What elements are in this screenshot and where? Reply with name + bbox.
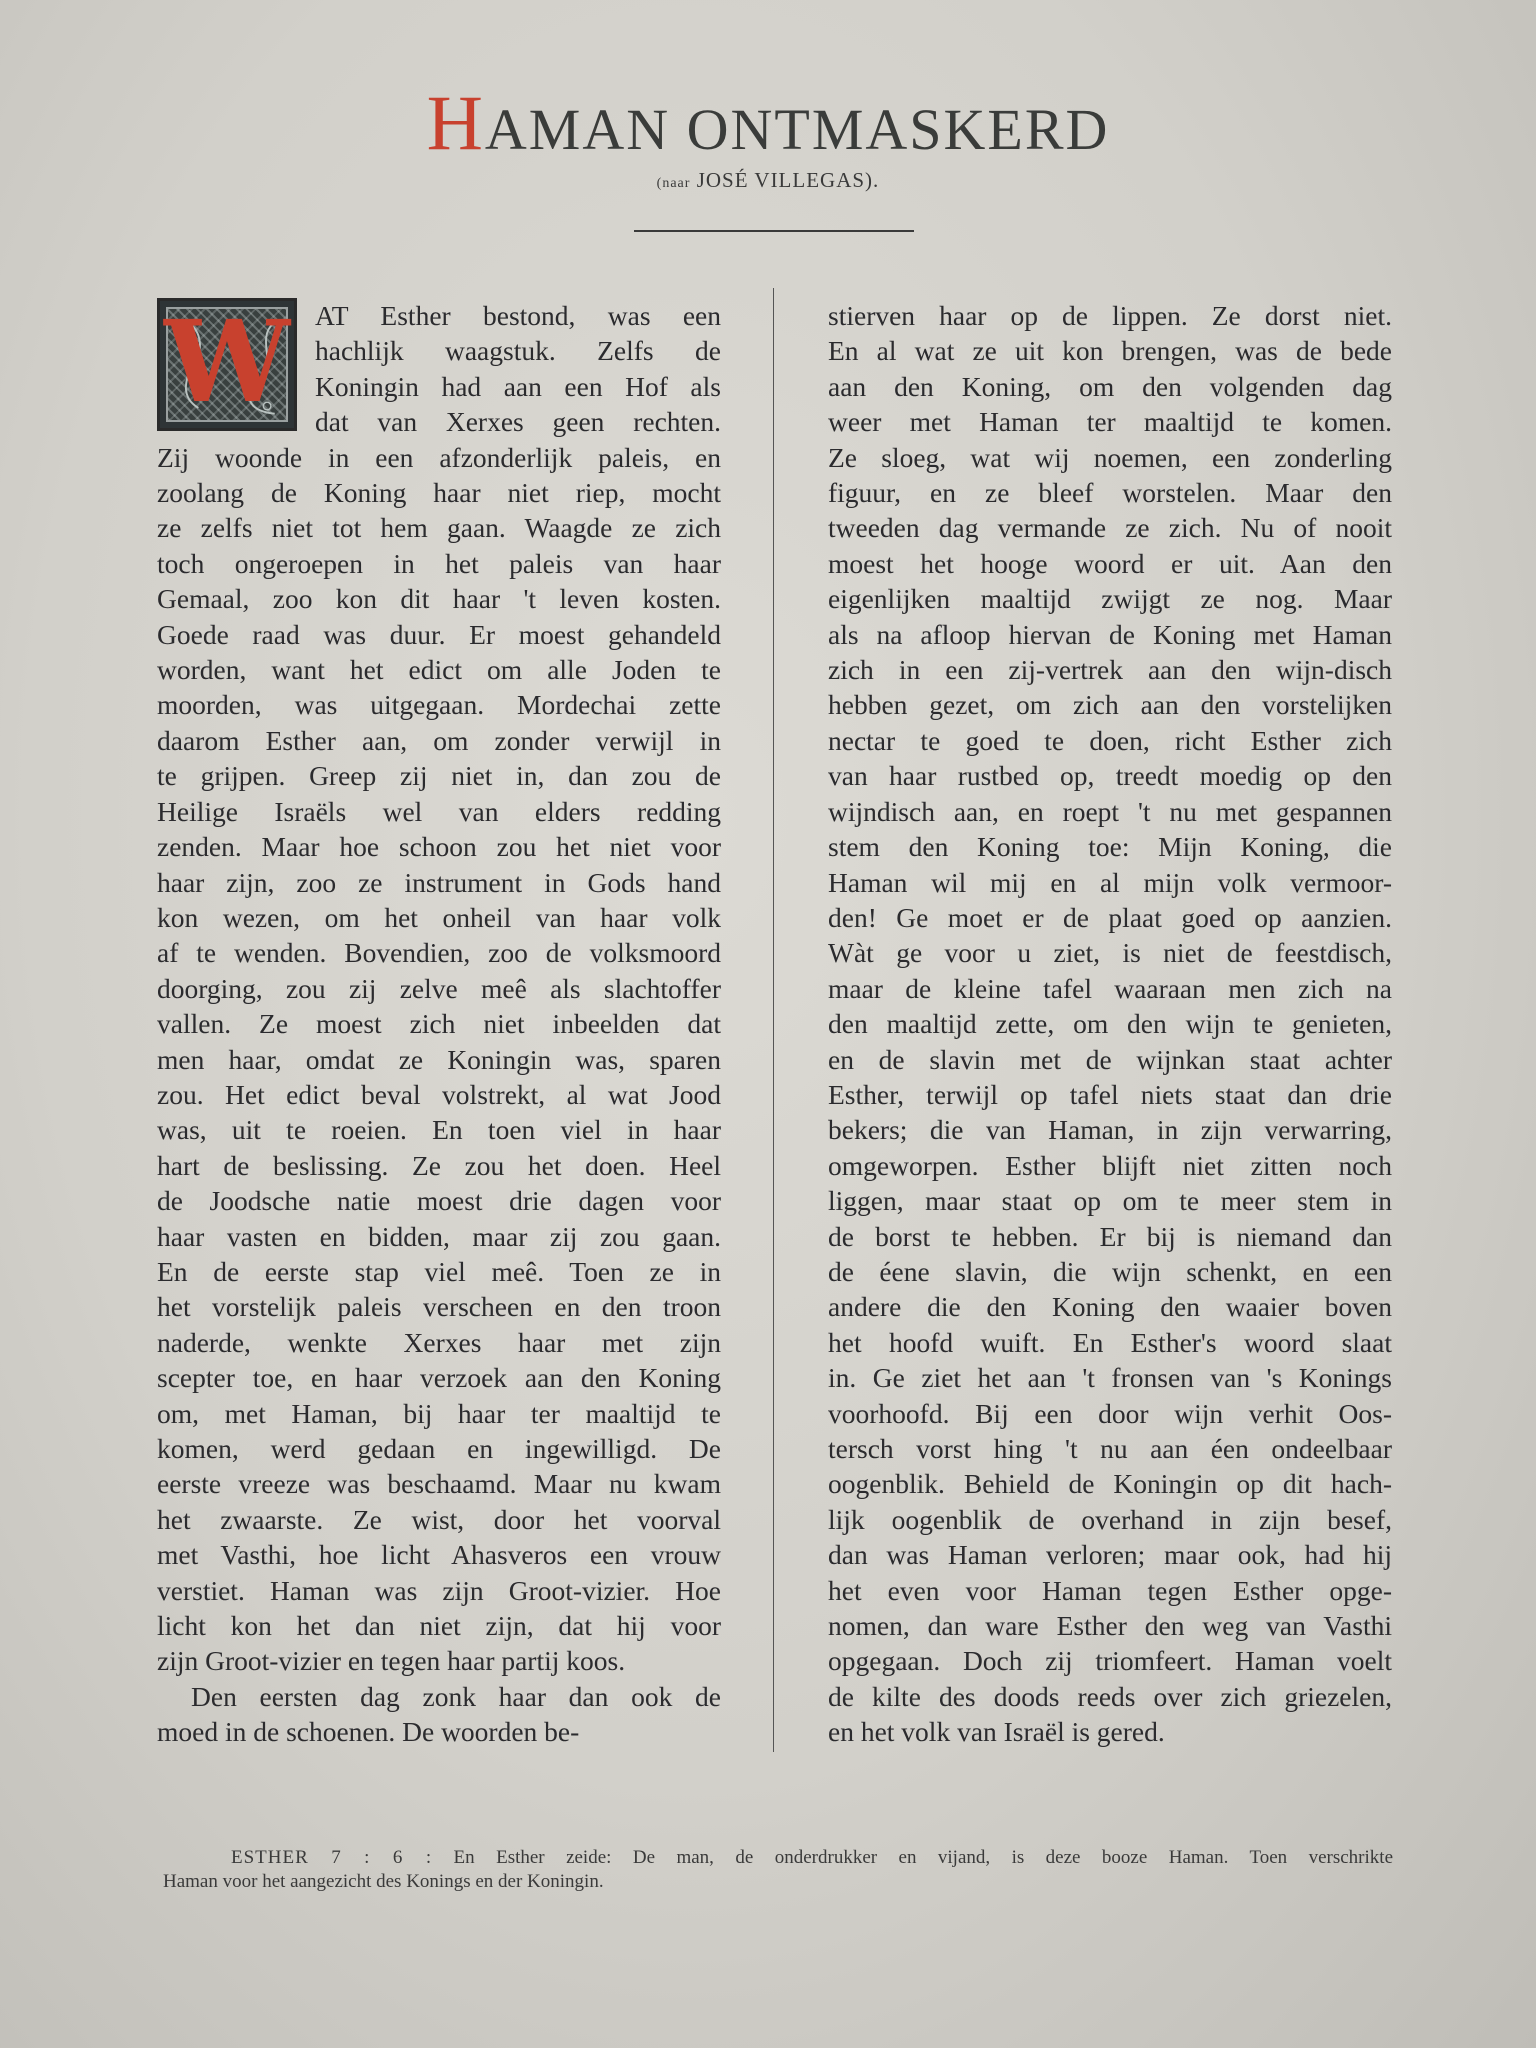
text-line: daarom Esther aan, om zonder verwijl in: [157, 724, 721, 756]
subtitle-prefix: (naar: [656, 176, 691, 191]
footnote-reference: ESTHER 7 : 6 :: [231, 1847, 433, 1868]
text-line: de kilte des doods reeds over zich griezelen,: [828, 1680, 1392, 1712]
text-line: doorging, zou zij zelve meê als slachtoffer: [157, 972, 721, 1004]
text-line: in. Ge ziet het aan 't fronsen van 's Konings: [828, 1362, 1392, 1394]
text-line: verstiet. Haman was zijn Groot-vizier. Hoe: [157, 1574, 721, 1606]
text-line: Esther, terwijl op tafel niets staat dan drie: [828, 1078, 1392, 1110]
footnote-line: [163, 1846, 1393, 1870]
dropcap-ornament: [157, 298, 297, 431]
text-line: eigenlijken maaltijd zwijgt ze nog. Maar: [828, 583, 1392, 615]
footnote-text-1: En Esther zeide: De man, de onderdrukker en vijand, is deze booze Haman. Toen verschrikte: [453, 1847, 1393, 1868]
text-line: licht kon het dan niet zijn, dat hij voor: [157, 1610, 721, 1642]
text-line: nectar te goed te doen, richt Esther zich: [828, 724, 1392, 756]
text-line: omgeworpen. Esther blijft niet zitten noch: [828, 1149, 1392, 1181]
text-line: vallen. Ze moest zich niet inbeelden dat: [157, 1008, 721, 1040]
text-line: bekers; die van Haman, in zijn verwarring,: [828, 1114, 1392, 1146]
text-line: zijn Groot-vizier en tegen haar partij koos.: [157, 1645, 626, 1677]
text-line: en de slavin met de wijnkan staat achter: [828, 1043, 1392, 1075]
text-line: stierven haar op de lippen. Ze dorst niet.: [828, 300, 1392, 331]
text-line: tweeden dag vermande ze zich. Nu of nooit: [828, 512, 1392, 544]
title-initial: H: [426, 79, 485, 166]
text-line: moed in de schoenen. De woorden be-: [157, 1716, 580, 1748]
text-line: stem den Koning toe: Mijn Koning, die: [828, 831, 1392, 863]
text-column-right: [828, 298, 1392, 1750]
text-line: En de eerste stap viel meê. Toen ze in: [157, 1255, 721, 1287]
text-line: Wàt ge voor u ziet, is niet de feestdisch,: [828, 937, 1392, 969]
text-line: opgegaan. Doch zij triomfeert. Haman voelt: [828, 1645, 1392, 1677]
text-line: wijndisch aan, en roept 't nu met gespannen: [828, 795, 1392, 827]
text-line: den! Ge moet er de plaat goed op aanzien.: [828, 901, 1392, 933]
text-line: zich in een zij-vertrek aan den wijn-disch: [828, 654, 1392, 686]
title-rest: AMAN ONTMASKERD: [484, 97, 1110, 162]
text-line: den maaltijd zette, om den wijn te genieten,: [828, 1008, 1392, 1040]
text-line: weer met Haman ter maaltijd te komen.: [828, 406, 1392, 438]
text-line: oogenblik. Behield de Koningin op dit hach-: [828, 1468, 1392, 1500]
text-line: Gemaal, zoo kon dit haar 't leven kosten.: [157, 583, 721, 615]
text-line: haar zijn, zoo ze instrument in Gods hand: [157, 866, 721, 898]
text-line: Den eersten dag zonk haar dan ook de: [191, 1680, 721, 1712]
text-line: Heilige Israëls wel van elders redding: [157, 795, 721, 827]
text-line: dan was Haman verloren; maar ook, had hij: [828, 1539, 1392, 1571]
text-line: het zwaarste. Ze wist, door het voorval: [157, 1503, 721, 1535]
text-line: het hoofd wuift. En Esther's woord slaat: [828, 1326, 1392, 1358]
page-subtitle: [0, 168, 1536, 193]
text-line: met Vasthi, hoe licht Ahasveros een vrouw: [157, 1539, 721, 1571]
text-line: hart de beslissing. Ze zou het doen. Heel: [157, 1149, 721, 1181]
footnote-line: Haman voor het aangezicht des Konings en der Koningin.: [163, 1871, 604, 1892]
subtitle-artist: JOSÉ VILLEGAS).: [696, 168, 880, 192]
text-line: zou. Het edict beval volstrekt, al wat Jood: [157, 1078, 721, 1110]
text-line: eerste vreeze was beschaamd. Maar nu kwam: [157, 1468, 721, 1500]
text-line: hebben gezet, om zich aan den vorstelijken: [828, 689, 1392, 721]
text-line: toch ongeroepen in het paleis van haar: [157, 547, 721, 579]
text-line: komen, werd gedaan en ingewilligd. De: [157, 1433, 721, 1464]
text-line: het even voor Haman tegen Esther opge-: [828, 1574, 1392, 1606]
page-title: [0, 78, 1536, 168]
text-line: liggen, maar staat op om te meer stem in: [828, 1185, 1392, 1217]
text-line: Ze sloeg, wat wij noemen, een zonderling: [828, 441, 1392, 473]
column-divider: [773, 288, 774, 1752]
text-line: tersch vorst hing 't nu aan éen ondeelbaar: [828, 1433, 1392, 1464]
text-line: ze zelfs niet tot hem gaan. Waagde ze zich: [157, 512, 721, 544]
text-line: was, uit te roeien. En toen viel in haar: [157, 1114, 721, 1146]
text-line: kon wezen, om het onheil van haar volk: [157, 901, 721, 933]
text-line: de Joodsche natie moest drie dagen voor: [157, 1185, 721, 1217]
footnote: [163, 1846, 1393, 1894]
text-line: het vorstelijk paleis verscheen en den troon: [157, 1291, 721, 1323]
text-line: AT Esther bestond, was een: [315, 300, 721, 331]
text-line: als na afloop hiervan de Koning met Haman: [828, 618, 1392, 650]
text-line: naderde, wenkte Xerxes haar met zijn: [157, 1326, 721, 1358]
text-line: Goede raad was duur. Er moest gehandeld: [157, 618, 721, 650]
text-line: dat van Xerxes geen rechten.: [315, 406, 721, 438]
text-line: van haar rustbed op, treedt moedig op den: [828, 760, 1392, 792]
text-line: figuur, en ze bleef worstelen. Maar den: [828, 477, 1392, 509]
text-line: lijk oogenblik de overhand in zijn besef,: [828, 1503, 1392, 1535]
dropcap-letter: W: [164, 297, 290, 428]
text-line: Koningin had aan een Hof als: [315, 370, 721, 402]
text-line: moest het hooge woord er uit. Aan den: [828, 547, 1392, 579]
title-rule: [634, 230, 914, 232]
text-column-left: [157, 298, 721, 1750]
text-line: de borst te hebben. Er bij is niemand dan: [828, 1220, 1392, 1252]
text-line: En al wat ze uit kon brengen, was de bede: [828, 335, 1392, 367]
text-line: maar de kleine tafel waaraan men zich na: [828, 972, 1392, 1004]
text-line: andere die den Koning den waaier boven: [828, 1291, 1392, 1323]
text-line: scepter toe, en haar verzoek aan den Koning: [157, 1362, 721, 1394]
text-line: Zij woonde in een afzonderlijk paleis, en: [157, 441, 721, 473]
text-line: men haar, omdat ze Koningin was, sparen: [157, 1043, 721, 1075]
text-line: om, met Haman, bij haar ter maaltijd te: [157, 1397, 721, 1429]
text-line: Haman wil mij en al mijn volk vermoor-: [828, 866, 1392, 898]
text-line: te grijpen. Greep zij niet in, dan zou de: [157, 760, 721, 792]
text-line: aan den Koning, om den volgenden dag: [828, 370, 1392, 402]
text-line: haar vasten en bidden, maar zij zou gaan.: [157, 1220, 721, 1252]
text-line: hachlijk waagstuk. Zelfs de: [315, 335, 721, 367]
text-line: nomen, dan ware Esther den weg van Vasthi: [828, 1610, 1392, 1642]
text-line: en het volk van Israël is gered.: [828, 1716, 1165, 1748]
text-line: voorhoofd. Bij een door wijn verhit Oos-: [828, 1397, 1392, 1429]
text-line: zoolang de Koning haar niet riep, mocht: [157, 477, 721, 509]
text-line: af te wenden. Bovendien, zoo de volksmoord: [157, 937, 721, 969]
text-line: worden, want het edict om alle Joden te: [157, 654, 721, 686]
text-line: zenden. Maar hoe schoon zou het niet voor: [157, 831, 721, 863]
text-line: moorden, was uitgegaan. Mordechai zette: [157, 689, 721, 721]
text-line: de éene slavin, die wijn schenkt, en een: [828, 1255, 1392, 1287]
